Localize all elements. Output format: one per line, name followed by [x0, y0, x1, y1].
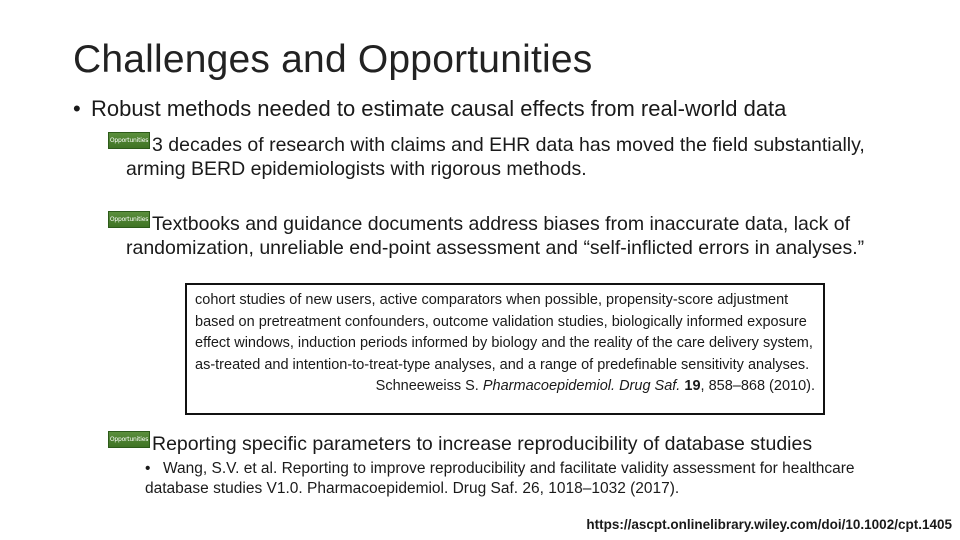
bullet-marker: • [145, 460, 151, 477]
quote-text: cohort studies of new users, active comparators when possible, propensity-score adjustment based on pretreatment confounders, outcome validation studies, biologically informed exposure effect windows, induction periods informed by biology and the reality of the care delivery system, as-treated and intention-to-treat-type analyses, and a range of predefinable sensitivity analyses. [195, 292, 813, 373]
sub-bullet-reporting [109, 431, 916, 456]
main-bullet-text: Robust methods needed to estimate causal effects from real-world data [91, 96, 787, 121]
opportunities-badge-icon: Opportunities [108, 132, 150, 149]
citation-pages: , 858–868 (2010). [700, 378, 815, 394]
sub-bullet-textbooks [109, 211, 916, 260]
citation-journal: Pharmacoepidemiol. Drug Saf. [482, 378, 681, 394]
reference-bullet [145, 459, 885, 499]
opportunities-badge-icon: Opportunities [108, 211, 150, 228]
reference-text: Wang, S.V. et al. Reporting to improve reproducibility and facilitate validity assessment for healthcare database studies V1.0. Pharmacoepidemiol. Drug Saf. 26, 1018–1032 (2017). [145, 460, 855, 497]
quote-box [185, 283, 825, 415]
quote-citation [195, 376, 815, 398]
slide-title: Challenges and Opportunities [73, 38, 593, 81]
source-url-link[interactable]: https://ascpt.onlinelibrary.wiley.com/doi/10.1002/cpt.1405 [586, 517, 952, 532]
opportunities-badge-icon: Opportunities [108, 431, 150, 448]
sub-bullet-text: Textbooks and guidance documents address biases from inaccurate data, lack of randomization, unreliable end-point assessment and “self-inflicted errors in analyses.” [126, 213, 865, 259]
citation-author: Schneeweiss S. [375, 378, 483, 394]
citation-volume: 19 [684, 378, 701, 394]
bullet-marker: • [73, 96, 81, 121]
sub-bullet-research [109, 132, 916, 181]
sub-bullet-text: 3 decades of research with claims and EHR data has moved the field substantially, arming BERD epidemiologists with rigorous methods. [126, 134, 865, 180]
main-bullet [73, 96, 786, 122]
sub-bullet-text: Reporting specific parameters to increase reproducibility of database studies [152, 433, 813, 455]
